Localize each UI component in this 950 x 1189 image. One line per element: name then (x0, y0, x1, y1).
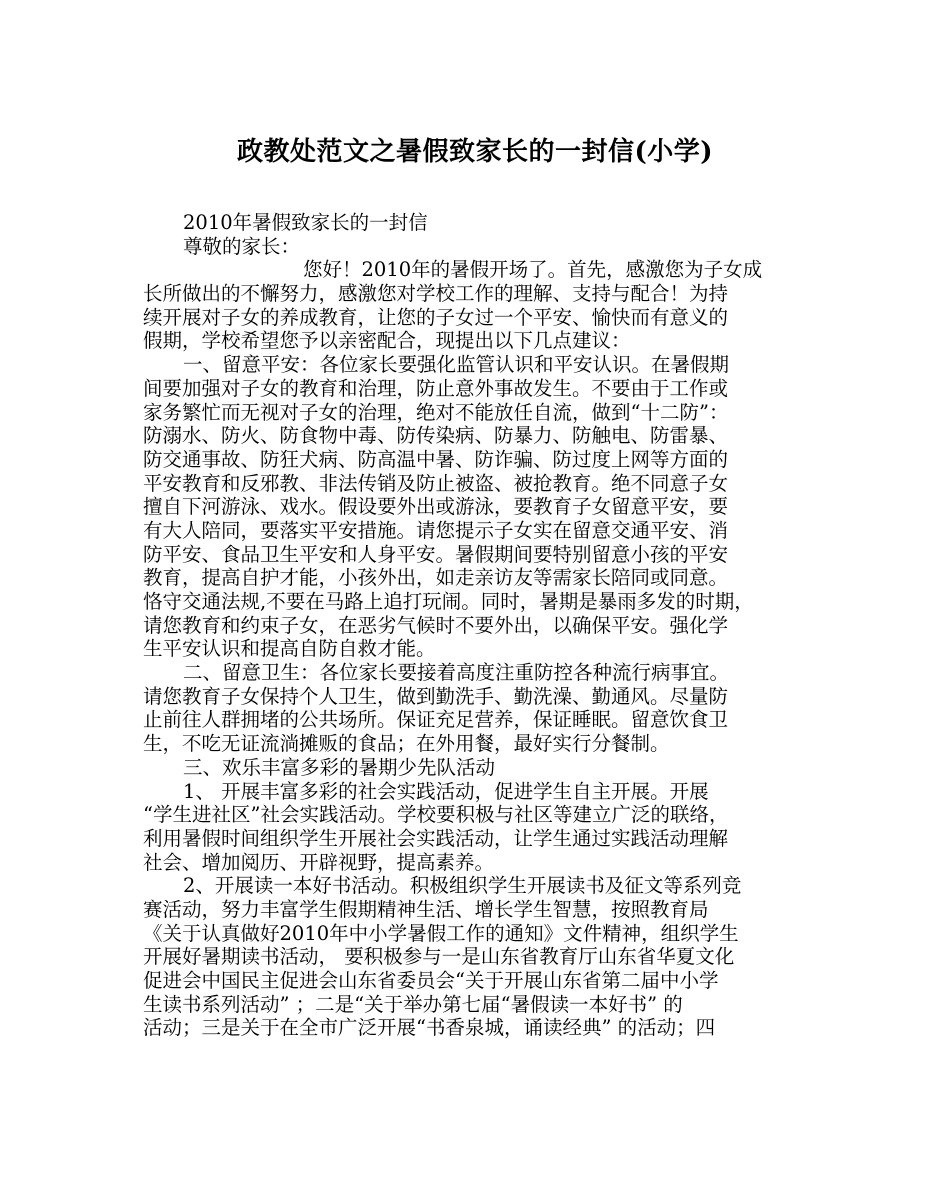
text-line: 2、开展读一本好书活动。积极组织学生开展读书及征文等系列竞 (183, 874, 742, 898)
text-line: 三、欢乐丰富多彩的暑期少先队活动 (183, 755, 496, 779)
text-line: 有大人陪同，要落实平安措施。请您提示子女实在留意交通平安、消 (143, 518, 729, 542)
text-line: 止前往人群拥堵的公共场所。保证充足营养，保证睡眠。留意饮食卫 (143, 708, 729, 732)
text-line: 2010年暑假致家长的一封信 (183, 211, 428, 234)
document-body (143, 211, 811, 1040)
text-line: 生平安认识和提高自防自救才能。 (143, 637, 436, 661)
text-line: 防平安、食品卫生平安和人身平安。暑假期间要特别留意小孩的平安 (143, 542, 729, 566)
text-line: 《关于认真做好2010年中小学暑假工作的通知》文件精神，组织学生 (143, 921, 739, 945)
text-line: 利用暑假时间组织学生开展社会实践活动，让学生通过实践活动理解 (143, 826, 729, 850)
text-line: 长所做出的不懈努力，感激您对学校工作的理解、支持与配合！为持 (143, 282, 729, 306)
text-line: 请您教育和约束子女，在恶劣气候时不要外出，以确保平安。强化学 (143, 613, 729, 637)
text-line: 活动；三是关于在全市广泛开展“书香泉城，诵读经典” 的活动；四 (143, 1016, 716, 1040)
text-line: 假期，学校希望您予以亲密配合，现提出以下几点建议： (143, 329, 631, 353)
text-line: “学生进社区”社会实践活动。学校要积极与社区等建立广泛的联络， (143, 803, 729, 827)
text-line: 恪守交通法规,不要在马路上追打玩闹。同时，暑期是暴雨多发的时期， (143, 590, 754, 613)
text-line: 二、留意卫生：各位家长要接着高度注重防控各种流行病事宜。 (183, 661, 730, 685)
text-line: 社会、增加阅历、开辟视野，提高素养。 (143, 850, 495, 874)
text-line: 请您教育子女保持个人卫生，做到勤洗手、勤洗澡、勤通风。尽量防 (143, 684, 729, 708)
text-line: 间要加强对子女的教育和治理，防止意外事故发生。不要由于工作或 (143, 376, 729, 400)
text-line: 一、留意平安：各位家长要强化监管认识和平安认识。在暑假期 (183, 353, 730, 377)
text-line: 擅自下河游泳、戏水。假设要外出或游泳，要教育子女留意平安，要 (143, 495, 729, 519)
text-line: 生，不吃无证流淌摊贩的食品；在外用餐，最好实行分餐制。 (143, 732, 670, 756)
text-line: 防交通事故、防狂犬病、防高温中暑、防诈骗、防过度上网等方面的 (143, 447, 729, 471)
text-line: 尊敬的家长： (183, 234, 301, 258)
text-line: 赛活动，努力丰富学生假期精神生活、增长学生智慧，按照教育局 (143, 897, 709, 921)
text-line: 续开展对子女的养成教育，让您的子女过一个平安、愉快而有意义的 (143, 305, 729, 329)
text-line: 防溺水、防火、防食物中毒、防传染病、防暴力、防触电、防雷暴、 (143, 424, 729, 448)
text-line: 家务繁忙而无视对子女的治理，绝对不能放任自流，做到“十二防”： (143, 400, 729, 424)
text-line: 开展好暑期读书活动， 要积极参与一是山东省教育厅山东省华夏文化 (143, 945, 735, 969)
text-line: 平安教育和反邪教、非法传销及防止被盗、被抢教育。绝不同意子女 (143, 471, 729, 495)
text-line: 教育，提高自护才能，小孩外出，如走亲访友等需家长陪同或同意。 (143, 566, 729, 590)
text-line: 生读书系列活动” ；二是“关于举办第七届“暑假读一本好书” 的 (143, 992, 683, 1016)
text-line: 您好！2010年的暑假开场了。首先，感激您为子女成 (303, 258, 763, 282)
text-line: 1、 开展丰富多彩的社会实践活动，促进学生自主开展。开展 (183, 779, 709, 803)
text-line: 促进会中国民主促进会山东省委员会“关于开展山东省第二届中小学 (143, 969, 719, 992)
document-title: 政教处范文之暑假致家长的一封信(小学) (236, 137, 714, 167)
